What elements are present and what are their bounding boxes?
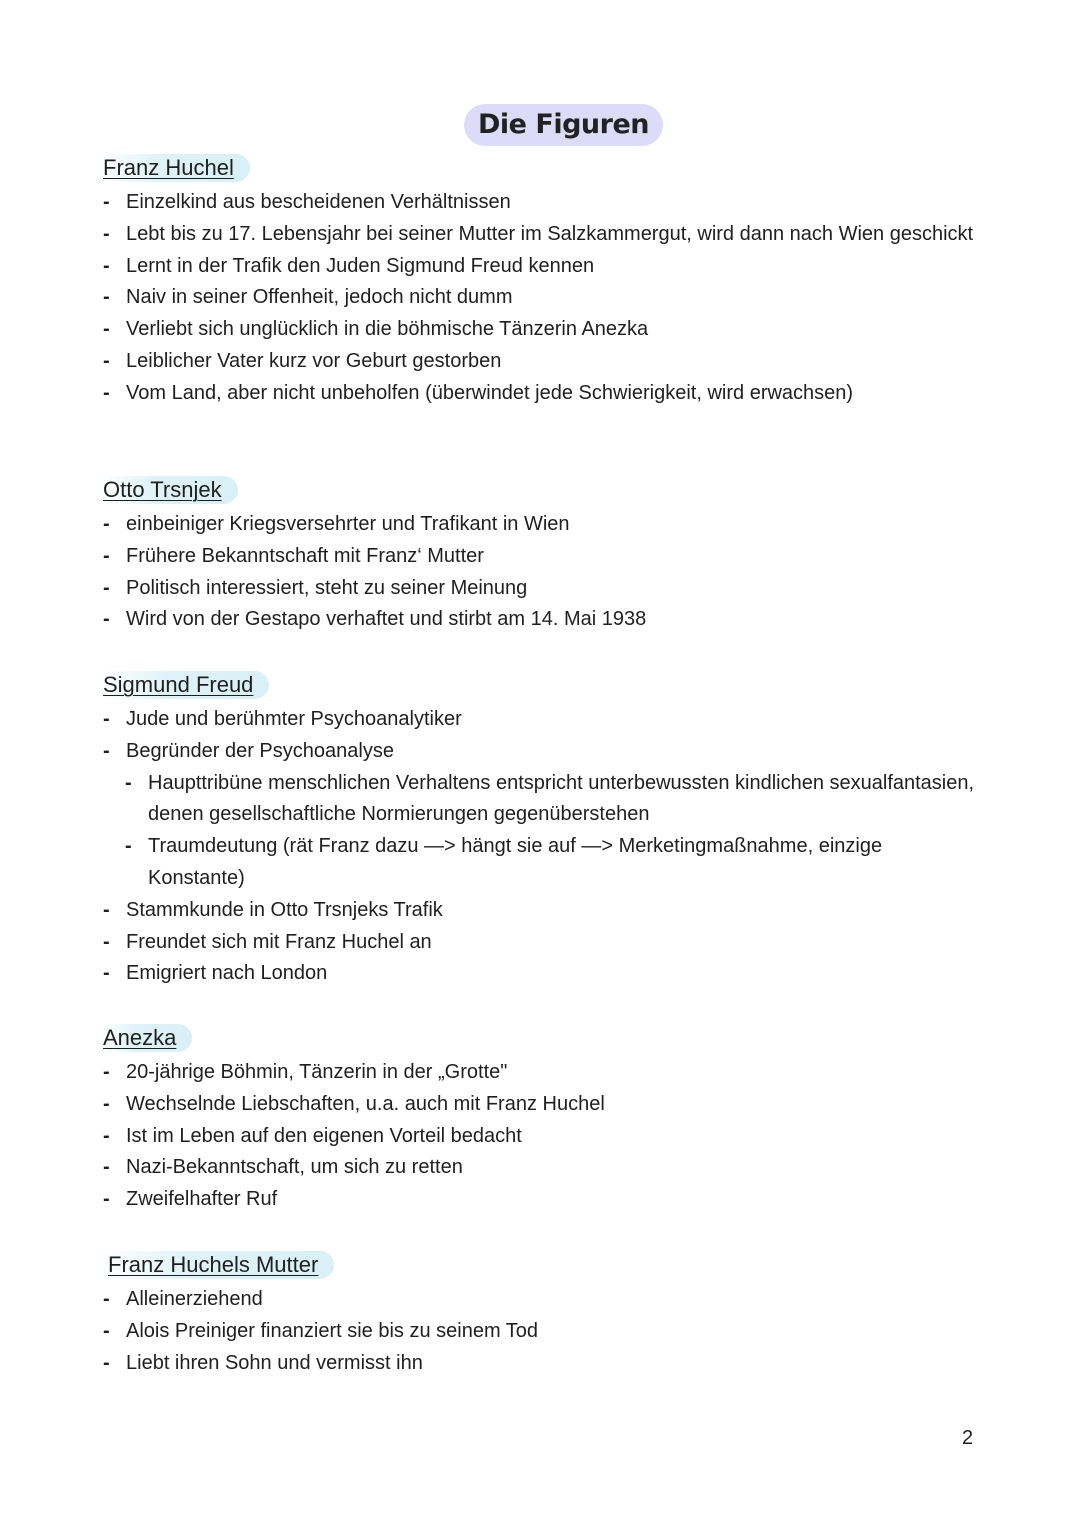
section-sigmund-freud (100, 671, 980, 990)
list-item: - Leiblicher Vater kurz vor Geburt gestorben (100, 346, 980, 378)
list-item: - Wechselnde Liebschaften, u.a. auch mit Franz Huchel (100, 1089, 980, 1121)
section-heading: Franz Huchel (100, 154, 250, 182)
section-otto-trsnjek (100, 476, 980, 636)
section-anezka (100, 1024, 980, 1216)
list-item: - Zweifelhafter Ruf (100, 1184, 980, 1216)
list-item: - Politisch interessiert, steht zu seiner Meinung (100, 573, 980, 605)
page-title: Die Figuren (464, 104, 663, 146)
list-item: - Lebt bis zu 17. Lebensjahr bei seiner Mutter im Salzkammergut, wird dann nach Wien geschickt (100, 219, 980, 251)
section-franz-huchel (100, 154, 980, 410)
list-item: - Einzelkind aus bescheidenen Verhältnissen (100, 187, 980, 219)
list-item: - Wird von der Gestapo verhaftet und stirbt am 14. Mai 1938 (100, 604, 980, 636)
list-item: - Lernt in der Trafik den Juden Sigmund Freud kennen (100, 251, 980, 283)
list-item: - Ist im Leben auf den eigenen Vorteil bedacht (100, 1121, 980, 1153)
list-item: - Nazi-Bekanntschaft, um sich zu retten (100, 1152, 980, 1184)
section-heading: Otto Trsnjek (100, 476, 238, 504)
list-item: - Freundet sich mit Franz Huchel an (100, 927, 980, 959)
list-item: - Jude und berühmter Psychoanalytiker (100, 704, 980, 736)
list-item: - Alois Preiniger finanziert sie bis zu seinem Tod (100, 1316, 980, 1348)
bullet-list (100, 1284, 980, 1379)
list-item: - Frühere Bekanntschaft mit Franz‘ Mutter (100, 541, 980, 573)
sub-list-item: - Haupttribüne menschlichen Verhaltens entspricht unterbewussten kindlichen sexualfantasien, denen gesellschaftliche Normierungen gegenüberstehen (100, 768, 980, 832)
page-number: 2 (962, 1427, 974, 1449)
list-item: - 20-jährige Böhmin, Tänzerin in der „Grotte" (100, 1057, 980, 1089)
list-item: - Stammkunde in Otto Trsnjeks Trafik (100, 895, 980, 927)
list-item: - Emigriert nach London (100, 958, 980, 990)
list-item: - Verliebt sich unglücklich in die böhmische Tänzerin Anezka (100, 314, 980, 346)
section-heading: Franz Huchels Mutter (100, 1251, 334, 1279)
bullet-list (100, 509, 980, 636)
sub-list-item: - Traumdeutung (rät Franz dazu —> hängt sie auf —> Merketingmaßnahme, einzige Konstante) (100, 831, 980, 895)
bullet-list (100, 187, 980, 410)
list-item: - Alleinerziehend (100, 1284, 980, 1316)
list-item: - Naiv in seiner Offenheit, jedoch nicht dumm (100, 282, 980, 314)
list-item: - einbeiniger Kriegsversehrter und Trafikant in Wien (100, 509, 980, 541)
list-item: - Liebt ihren Sohn und vermisst ihn (100, 1348, 980, 1380)
section-heading: Anezka (100, 1024, 192, 1052)
bullet-list (100, 704, 980, 990)
list-item: - Vom Land, aber nicht unbeholfen (überwindet jede Schwierigkeit, wird erwachsen) (100, 378, 980, 410)
bullet-list (100, 1057, 980, 1216)
section-heading: Sigmund Freud (100, 671, 269, 699)
section-franz-huchels-mutter (100, 1251, 980, 1379)
list-item: - Begründer der Psychoanalyse (100, 736, 980, 768)
